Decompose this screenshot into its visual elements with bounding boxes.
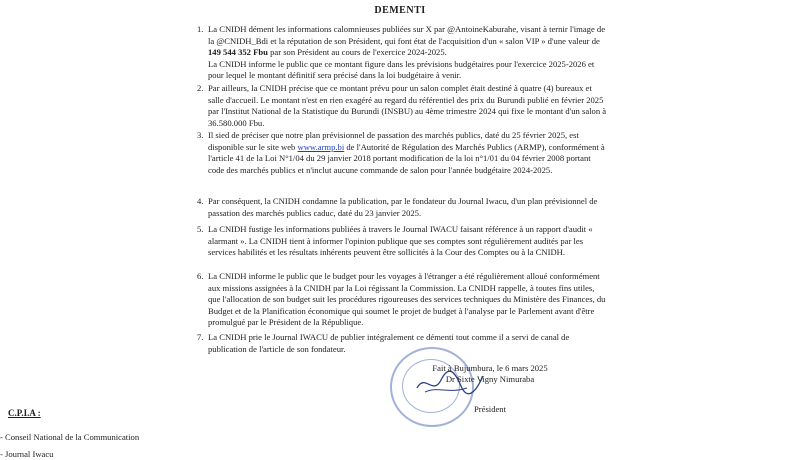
list-item [197,224,608,259]
cpia-heading: C.P.I.A : [8,408,41,418]
list-item [197,196,608,219]
item-number: 6. [197,271,204,281]
item-paragraph: La CNIDH informe le public que le budget pour les voyages à l'étranger a été régulièrement alloué conformément aux missions assignées à la CNIDH par la Loi régissant la Commission. La CNIDH rappelle, à toutes fins utiles, que l'allocation de son budget suit les procédures rigoureuses des services techniques du Ministère des Finances, du Budget et de la Planification économique qui soumet le projet de budget à l'analyse par le Parlement avant d'être promulgué par le Président de la République. [208,271,606,328]
item-number: 4. [197,196,204,206]
document-title: DEMENTI [374,5,426,16]
cpia-entry: - Journal Iwacu [0,449,54,459]
list-item [197,83,608,129]
list-item [197,130,608,176]
armp-link[interactable]: www.armp.bi [297,141,345,152]
list-item [197,271,608,329]
item-number: 2. [197,83,204,93]
signature-place-date: Fait à Bujumbura, le 6 mars 2025 [432,363,548,373]
item-number: 5. [197,224,204,234]
item-paragraph: La CNIDH fustige les informations publiées à travers le Journal IWACU faisant référence à un rapport d'audit « alarmant ». La CNIDH tient à informer l'opinion publique que ses comptes sont régulièrement audités par les services habilités et les résultats inhérents peuvent être sollicités à la Cour des Comptes ou à la CNIDH. [208,224,593,258]
cpia-entry: - Conseil National de la Communication [0,432,140,442]
item-number: 7. [197,332,204,342]
item-paragraph: Par ailleurs, la CNIDH précise que ce montant prévu pour un salon complet était destiné à quatre (4) bureaux et salle d'accueil. Le montant n'est en rien exagéré au regard du référentiel des prix du Burundi publié en février 2025 par l'Institut National de la Statistique du Burundi (INSBU) au 4ème trimestre 2024 qui fixe le montant d'un salon à 36.580.000 Fbu. [208,83,607,128]
item-paragraph: Il sied de préciser que notre plan prévisionnel de passation des marchés publics, daté du 25 février 2025, est disponible sur le site web www.armp.bi de l'Autorité de Régulation des Marchés Publics (ARMP), conformément à l'article 41 de la Loi N°1/04 du 29 janvier 2018 portant modification de la loi n°1/01 du 04 février 2008 portant code des marchés publics et n'inclut aucune commande de salon pour l'année budgétaire 2024-2025. [208,130,605,175]
item-paragraph: La CNIDH dément les informations calomnieuses publiées sur X par @AntoineKaburahe, visant à ternir l'image de la @CNIDH_Bdi et la réputation de son Président, qui font état de l'acquisition d'un « salon VIP » d'une valeur de 149 544 352 Fbu par son Président au cours de l'exercice 2024-2025. [208,24,606,58]
signatory-name: Dr Sixte Vigny Nimuraba [445,374,535,384]
amount-bold: 149 544 352 Fbu [208,47,268,58]
item-paragraph: La CNIDH prie le Journal IWACU de publier intégralement ce démenti tout comme il a servi de canal de publication de l'article de son fondateur. [208,332,570,354]
item-paragraph: Par conséquent, la CNIDH condamne la publication, par le fondateur du Journal Iwacu, d'un plan prévisionnel de passation des marchés publics caduc, daté du 23 janvier 2025. [208,196,598,218]
list-item [197,24,608,82]
item-number: 3. [197,130,204,140]
item-number: 1. [197,24,204,34]
list-item [197,332,608,355]
item-paragraph: La CNIDH informe le public que ce montant figure dans les prévisions budgétaires pour l'exercice 2025-2026 et pour lequel le montant définitif sera précisé dans la loi budgétaire à venir. [208,58,595,81]
signatory-role: Président [474,404,506,414]
